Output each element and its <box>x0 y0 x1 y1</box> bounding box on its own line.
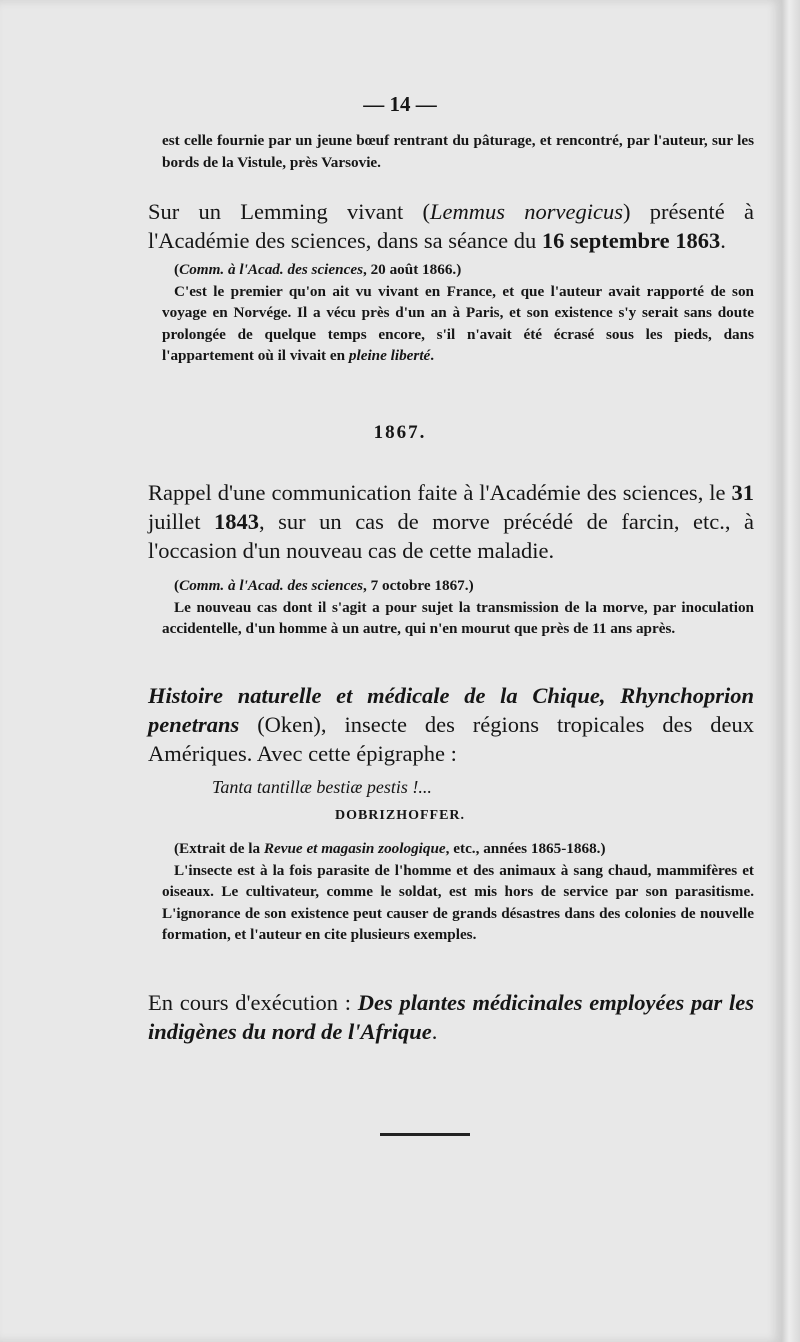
lemming-reference: (Comm. à l'Acad. des sciences, 20 août 1866.) C'est le premier qu'on ait vu vivant en France, et que l'auteur avait rapporté de son voyage en Norvége. Il a vécu près d'un an à Paris, et son existence s'y serait sans doute prolongée de quelque temps encore, s'il n'avait été écrasé sous les pieds, dans l'appartement où il vivait en pleine liberté. <box>162 259 754 367</box>
en-cours-line: En cours d'exécution : Des plantes médicinales employées par les indigènes du nord de l'Afrique. <box>148 990 754 1044</box>
page-edge <box>782 0 800 1342</box>
lemming-body: C'est le premier qu'on ait vu vivant en France, et que l'auteur avait rapporté de son voyage en Norvége. Il a vécu près d'un an à Paris, et son existence s'y serait sans doute prolongée de quelque temps encore, s'il n'avait été écrasé sous les pieds, dans l'appartement où il vivait en pleine liberté. <box>162 282 754 364</box>
closing-rule <box>380 1133 470 1136</box>
lemming-title: Sur un Lemming vivant (Lemmus norvegicus) présenté à l'Académie des sciences, dans sa séance du 16 septembre 1863. <box>148 199 754 253</box>
continuation-paragraph: est celle fournie par un jeune bœuf rentrant du pâturage, et rencontré, par l'auteur, sur les bords de la Vistule, près Varsovie. <box>162 132 754 171</box>
epigraph: Tanta tantillæ bestiæ pestis !... <box>212 777 432 797</box>
year-heading: 1867. <box>373 422 427 443</box>
morve-title: Rappel d'une communication faite à l'Académie des sciences, le 31 juillet 1843, sur un cas de morve précédé de farcin, etc., à l'occasion d'un nouveau cas de cette maladie. <box>148 480 754 563</box>
chique-body: L'insecte est à la fois parasite de l'homme et des animaux à sang chaud, mammifères et oiseaux. Le cultivateur, comme le soldat, est mis hors de service par son parasitisme. L'ignorance de son existence peut causer de grands désastres dans des colonies de nouvelle formation, et l'auteur en cite plusieurs exemples. <box>162 861 754 943</box>
morve-reference: (Comm. à l'Acad. des sciences, 7 octobre 1867.) Le nouveau cas dont il s'agit a pour sujet la transmission de la morve, par inoculation accidentelle, d'un homme à un autre, qui n'en mourut que près de 11 ans après. <box>162 575 754 640</box>
chique-reference: (Extrait de la Revue et magasin zoologique, etc., années 1865-1868.) L'insecte est à la fois parasite de l'homme et des animaux à sang chaud, mammifères et oiseaux. Le cultivateur, comme le soldat, est mis hors de service par son parasitisme. L'ignorance de son existence peut causer de grands désastres dans des colonies de nouvelle formation, et l'auteur en cite plusieurs exemples. <box>162 838 754 946</box>
epigraph-author: DOBRIZHOFFER. <box>334 808 466 823</box>
chique-title: Histoire naturelle et médicale de la Chique, Rhynchoprion penetrans (Oken), insecte des régions tropicales des deux Amériques. Avec cette épigraphe : <box>148 683 754 766</box>
morve-body: Le nouveau cas dont il s'agit a pour sujet la transmission de la morve, par inoculation accidentelle, d'un homme à un autre, qui n'en mourut que près de 11 ans après. <box>162 598 754 637</box>
page-number: — 14 — <box>363 92 437 116</box>
